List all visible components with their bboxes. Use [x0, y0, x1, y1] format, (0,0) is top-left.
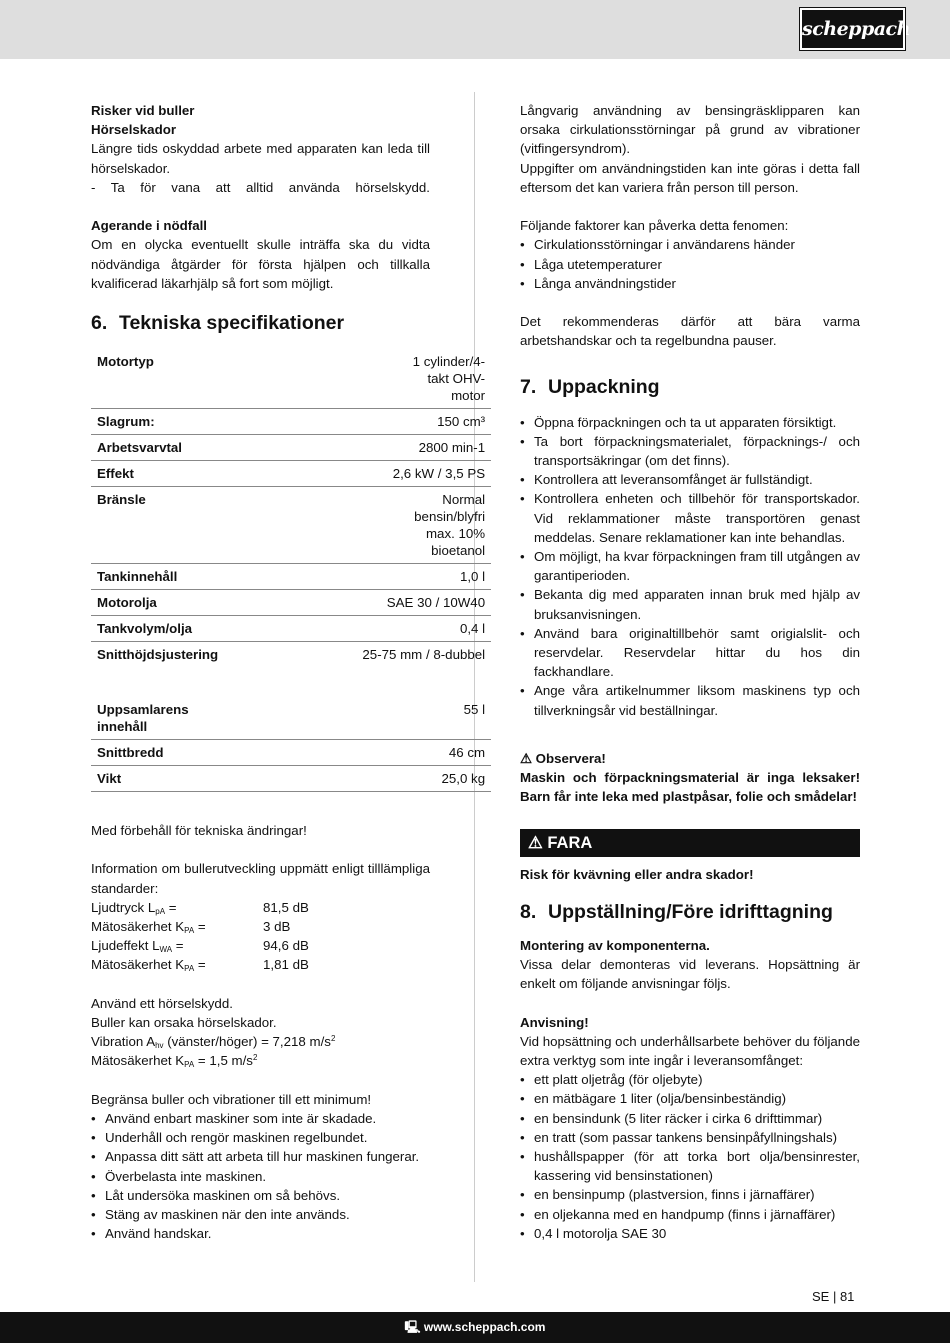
warning-icon: ⚠	[528, 833, 548, 852]
footer-bar	[0, 1312, 950, 1343]
spec-key: Slagrum:	[97, 414, 155, 430]
tool-item: • en bensindunk (5 liter räcker i cirka 6 drifttimmar)	[520, 1109, 860, 1128]
tool-item: • 0,4 l motorolja SAE 30	[520, 1224, 860, 1243]
limit-intro: Begränsa buller och vibrationer till ett minimum!	[91, 1091, 372, 1107]
vibration-text-1: Långvarig användning av bensingräsklipparen kan orsaka cirkulationsstörningar på grund av vibrationer (vitfingersyndrom).	[520, 103, 860, 157]
noise-value: 1,81 dB	[263, 957, 309, 973]
emergency-title: Agerande i nödfall	[91, 218, 207, 234]
unpack-list	[520, 413, 860, 720]
spec-key: Vikt	[97, 771, 122, 787]
spec-row	[91, 590, 491, 616]
note-text: Vid hopsättning och underhållsarbete behöver du följande extra verktyg som inte ingår i leveransomfånget:	[520, 1033, 860, 1069]
spec-row	[91, 697, 491, 740]
factors-intro: Följande faktorer kan påverka detta fenomen:	[520, 218, 789, 234]
vibration-text-2: Uppgifter om användningstiden kan inte göras i detta fall eftersom det kan variera från person till person.	[520, 160, 860, 195]
noise-label: Ljudeffekt $L_{WA}$ =	[91, 938, 184, 955]
noise-value: 81,5 dB	[263, 899, 309, 915]
spec-value: 55 l	[463, 702, 486, 718]
vibration-value: Vibration $A_{hv}$ (vänster/höger) = 7,218 $m/s^2$	[91, 1034, 336, 1051]
limit-list	[91, 1109, 430, 1243]
spec-key: Effekt	[97, 466, 134, 482]
computer-icon: 🖳	[404, 1320, 424, 1334]
spec-row	[91, 349, 491, 409]
tool-item: • en tratt (som passar tankens bensinpåfyllningshals)	[520, 1128, 860, 1147]
spec-value: 2800 min-1	[418, 440, 486, 456]
unpack-item: • Kontrollera att leveransomfånget är fullständigt.	[520, 470, 860, 489]
right-column	[520, 101, 860, 1243]
factor-item: • Långa användningstider	[520, 274, 860, 293]
spec-key: Snittbredd	[97, 745, 164, 761]
spec-value: 150 cm³	[437, 414, 486, 430]
unpack-item: • Om möjligt, ha kvar förpackningen fram till utgången av garantiperioden.	[520, 547, 860, 585]
limit-item: • Använd handskar.	[91, 1224, 430, 1243]
spec-row	[91, 409, 491, 435]
spec-key: Bränsle	[97, 492, 146, 508]
noise-row	[91, 917, 430, 936]
spec-value: 25-75 mm / 8-dubbel	[362, 647, 486, 663]
unpack-item: • Kontrollera enheten och tillbehör för transportskador. Vid reklammationer måste transportören genast meddelas. Senare reklamationer kan inte behandlas.	[520, 489, 860, 547]
noise-row	[91, 898, 430, 917]
mount-title: Montering av komponenterna.	[520, 937, 710, 953]
tool-item: • en bensinpump (plastversion, finns i järnaffärer)	[520, 1185, 860, 1204]
unpack-item: • Bekanta dig med apparaten innan bruk med hjälp av bruksanvisningen.	[520, 585, 860, 623]
factor-item: • Cirkulationsstörningar i användarens händer	[520, 235, 860, 254]
spec-row	[91, 564, 491, 590]
factor-item: • Låga utetemperaturer	[520, 255, 860, 274]
footer-url[interactable]: www.scheppach.com	[423, 1320, 546, 1334]
noise-label: Mätosäkerhet $K_{PA}$ =	[91, 957, 206, 974]
noise-values	[91, 898, 430, 975]
noise-value: 3 dB	[263, 919, 291, 935]
brand-logo: scheppach	[800, 8, 905, 50]
unpack-item: • Använd bara originaltillbehör samt origialslit- och reservdelar. Reservdelar hittar du hos din fackhandlare.	[520, 624, 860, 682]
warning-icon: ⚠	[520, 751, 536, 767]
hearing-item: - Ta för vana att alltid använda hörselskydd.	[91, 179, 430, 195]
spec-row	[91, 487, 491, 564]
spec-row	[91, 642, 491, 668]
danger-banner: ⚠ FARA	[520, 829, 860, 857]
emergency-text: Om en olycka eventuellt skulle inträffa ska du vidta nödvändiga åtgärder för första hjälpen och tillkalla kvalificerad läkarhjälp så fort som möjligt.	[91, 237, 430, 291]
tool-list	[520, 1070, 860, 1243]
limit-item: • Stäng av maskinen när den inte används.	[91, 1205, 430, 1224]
caution-title: ⚠ Observera!	[520, 751, 606, 767]
spec-value: 46 cm	[448, 745, 486, 761]
gloves-text: Det rekommenderas därför att bära varma arbetshandskar och ta regelbundna pauser.	[520, 314, 860, 349]
limit-item: • Använd enbart maskiner som inte är skadade.	[91, 1109, 430, 1128]
factor-list	[520, 235, 860, 293]
section-8-heading: 8. Uppställning/Före idrifttagning	[520, 900, 833, 923]
noise-label: Ljudtryck $L_{pA}$ =	[91, 899, 177, 916]
hearing-text: Längre tids oskyddad arbete med apparaten kan leda till hörselskador.	[91, 141, 430, 176]
section-7-heading: 7. Uppackning	[520, 375, 660, 398]
noise-damage: Buller kan orsaka hörselskador.	[91, 1015, 277, 1031]
spec-value: 2,6 kW / 3,5 PS	[392, 466, 486, 482]
spec-key: Snitthöjdsjustering	[97, 647, 219, 663]
spec-value: 1 cylinder/4-takt OHV-motor	[412, 354, 486, 404]
spec-value: SAE 30 / 10W40	[386, 595, 486, 611]
note-title: Anvisning!	[520, 1014, 589, 1030]
unpack-item: • Ta bort förpackningsmaterialet, förpacknings-/ och transportsäkringar (om det finns).	[520, 432, 860, 470]
noise-info: Information om bullerutveckling uppmätt enligt tilllämpliga standarder:	[91, 861, 430, 896]
spec-key: Arbetsvarvtal	[97, 440, 182, 456]
limit-item: • Låt undersöka maskinen om så behövs.	[91, 1186, 430, 1205]
vibration-uncertainty: Mätosäkerhet $K_{PA} = 1,5$ $m/s^2$	[91, 1053, 258, 1070]
tool-item: • hushållspapper (för att torka bort olja/bensinrester, kassering vid bensinstationen)	[520, 1147, 860, 1185]
mount-text: Vissa delar demonteras vid leverans. Hopsättning är enkelt om följande anvisningar följs.	[520, 957, 860, 992]
section-6-heading: 6. Tekniska specifikationer	[91, 312, 345, 335]
spec-key: Uppsamlarens innehåll	[97, 702, 189, 735]
hearing-title: Hörselskador	[91, 122, 176, 138]
spec-row	[91, 766, 491, 792]
noise-row	[91, 955, 430, 974]
spec-row	[91, 461, 491, 487]
noise-value: 94,6 dB	[263, 938, 309, 954]
spec-value: 1,0 l	[459, 569, 486, 585]
reservation-note: Med förbehåll för tekniska ändringar!	[91, 823, 307, 839]
noise-risk-title: Risker vid buller	[91, 103, 195, 118]
limit-item: • Överbelasta inte maskinen.	[91, 1167, 430, 1186]
danger-text: Risk för kvävning eller andra skador!	[520, 866, 754, 882]
use-protection: Använd ett hörselskydd.	[91, 995, 233, 1011]
left-column	[91, 101, 486, 1243]
spec-key: Tankinnehåll	[97, 569, 178, 585]
spec-key: Motortyp	[97, 354, 154, 370]
spec-key: Motorolja	[97, 595, 157, 611]
spec-key: Tankvolym/olja	[97, 621, 193, 637]
spec-row	[91, 616, 491, 642]
limit-item: • Anpassa ditt sätt att arbeta till hur maskinen fungerar.	[91, 1147, 430, 1166]
tool-item: • en oljekanna med en handpump (finns i järnaffärer)	[520, 1205, 860, 1224]
unpack-item: • Öppna förpackningen och ta ut apparaten försiktigt.	[520, 413, 860, 432]
limit-item: • Underhåll och rengör maskinen regelbundet.	[91, 1128, 430, 1147]
spec-value: 25,0 kg	[441, 771, 486, 787]
caution-text: Maskin och förpackningsmaterial är inga leksaker! Barn får inte leka med plastpåsar, folie och smådelar!	[520, 770, 860, 805]
spec-value: 0,4 l	[459, 621, 486, 637]
spec-row	[91, 435, 491, 461]
noise-row	[91, 936, 430, 955]
spec-table	[91, 349, 491, 792]
tool-item: • en mätbägare 1 liter (olja/bensinbeständig)	[520, 1089, 860, 1108]
unpack-item: • Ange våra artikelnummer liksom maskinens typ och tillverkningsår vid beställningar.	[520, 681, 860, 719]
header-bar	[0, 0, 950, 59]
spec-row	[91, 740, 491, 766]
page-number: SE | 81	[812, 1289, 855, 1304]
noise-label: Mätosäkerhet $K_{PA}$ =	[91, 919, 206, 936]
spec-value: Normal bensin/blyfri max. 10% bioetanol	[414, 492, 486, 559]
tool-item: • ett platt oljetråg (för oljebyte)	[520, 1070, 860, 1089]
